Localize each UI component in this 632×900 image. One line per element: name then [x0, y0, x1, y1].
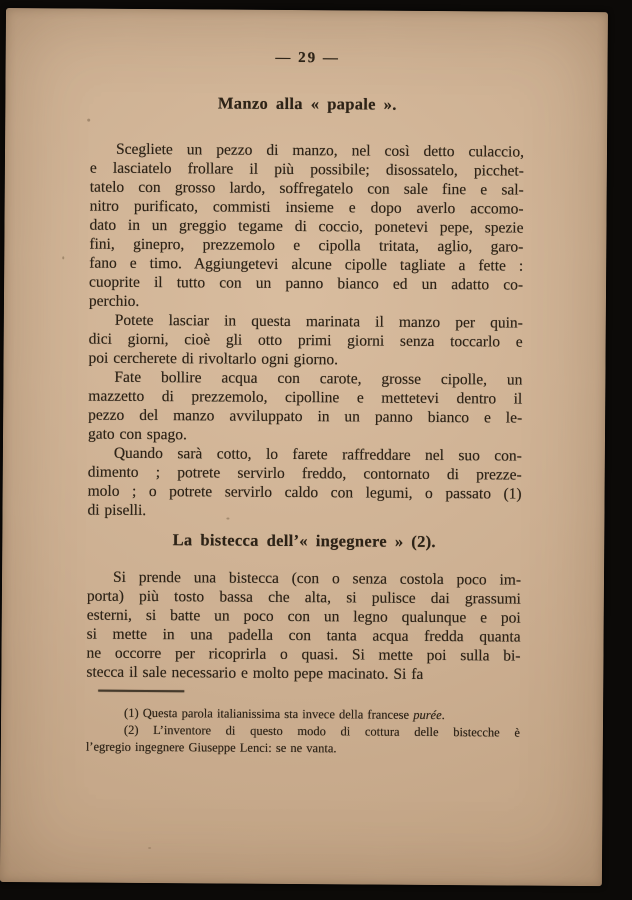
text-line: cuoprite il tutto con un panno bianco ed un adatto co-: [89, 273, 524, 294]
recipe1-paragraph-3: [88, 368, 523, 447]
footnote-divider: [98, 690, 184, 693]
text-line: (1) Questa parola italianissima sta invece della francese purée.: [124, 705, 445, 723]
text-line: Quando sarà cotto, lo farete raffreddare nel suo con-: [113, 444, 522, 465]
recipe1-paragraph-1: [89, 140, 524, 314]
text-line: Potete lasciar in questa marinata il manzo per quin-: [114, 311, 523, 332]
recipe2-paragraph-1: [86, 568, 521, 685]
text-line: (2) L’inventore di questo modo di cottura delle bistecche è: [123, 722, 521, 740]
text-line: gato con spago.: [87, 425, 187, 444]
text-line: di piselli.: [87, 501, 147, 519]
text-line: l’egregio ingegnere Giuseppe Lenci: se ne vanta.: [85, 739, 337, 756]
text-line: poi cercherete di rivoltarlo ogni giorno.: [88, 349, 339, 369]
recipe-title-manzo-alla-papale: Manzo alla « papale ».: [217, 93, 397, 114]
text-line: stecca il sale necessario e molto pepe macinato. Si fa: [86, 663, 424, 683]
text-line: dimento ; potrete servirlo freddo, contornato di prezze-: [87, 463, 522, 484]
text-line: porta) più tosto bassa che alta, si pulisce dai grassumi: [86, 587, 521, 608]
recipe1-paragraph-2: [88, 311, 522, 371]
footnote-2: [86, 722, 520, 759]
page-number: — 29 —: [275, 49, 340, 67]
recipe1-paragraph-4: [87, 444, 522, 523]
text-line: e lasciatelo frollare il più possibile; disossatelo, picchet-: [89, 159, 524, 180]
scan-speck: [62, 256, 64, 259]
scan-speck: [226, 518, 229, 520]
content-column: [86, 47, 525, 759]
text-line: Si prende una bistecca (con o senza costola poco im-: [112, 568, 522, 589]
text-line: fini, ginepro, prezzemolo e cipolla tritata, aglio, garo-: [89, 235, 524, 256]
text-line: pezzo del manzo avviluppato in un panno bianco e le-: [88, 406, 523, 427]
scan-speck: [148, 847, 151, 849]
text-line: dato in un greggio tegame di coccio, ponetevi pepe, spezie: [89, 216, 524, 237]
book-page: [0, 8, 608, 886]
text-line: molo ; o potrete servirlo caldo con legumi, o passato (1): [87, 482, 522, 503]
text-line: perchio.: [88, 292, 140, 310]
text-line: ne occorre per ricoprirla o quasi. Si mette poi sulla bi-: [86, 644, 521, 665]
text-line: Scegliete un pezzo di manzo, nel così detto culaccio,: [115, 140, 525, 161]
recipe-title-bistecca-ingegnere: La bistecca dell’« ingegnere » (2).: [172, 530, 436, 552]
text-line: dici giorni, cioè gli otto primi giorni senza toccarlo e: [88, 330, 523, 351]
text-line: mazzetto di prezzemolo, cipolline e mettetevi dentro il: [88, 387, 523, 408]
text-line: tatelo con grosso lardo, soffregatelo con sale fine e sal-: [89, 178, 524, 199]
text-line: si mette in una padella con tanta acqua fredda quanta: [86, 625, 521, 646]
text-line: fano e timo. Aggiungetevi alcune cipolle tagliate a fette :: [89, 254, 524, 275]
text-line: esterni, si batte un poco con un legno qualunque e poi: [86, 606, 521, 627]
text-line: nitro purificato, commisti insieme e dopo averlo accomo-: [89, 197, 524, 218]
scan-speck: [87, 119, 90, 122]
text-line: Fate bollire acqua con carote, grosse cipolle, un: [114, 368, 523, 389]
